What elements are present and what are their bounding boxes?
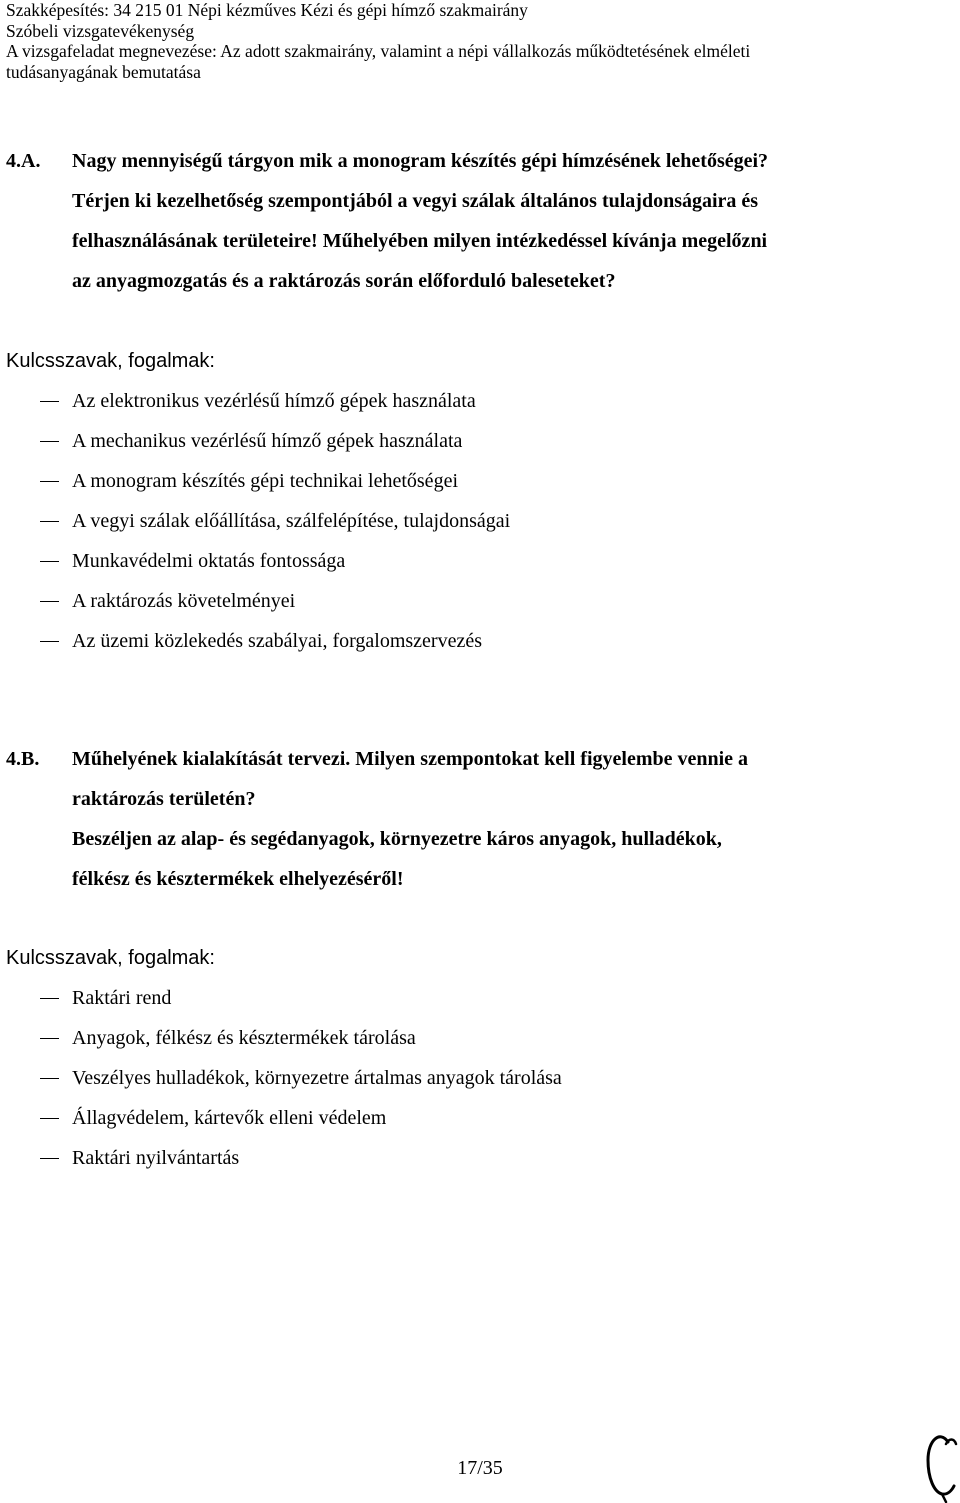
keyword-item [6,1058,562,1098]
keyword-text: Anyagok, félkész és késztermékek tárolása [72,1027,416,1049]
task-b [6,739,886,899]
dash-bullet-icon [40,601,59,602]
keyword-text: Állagvédelem, kártevők elleni védelem [72,1107,387,1129]
task-b-question-line: Beszéljen az alap- és segédanyagok, környezetre káros anyagok, hulladékok, [72,828,722,850]
keyword-item [6,381,510,421]
keyword-text: Munkavédelmi oktatás fontossága [72,550,346,572]
signature-mark [918,1420,960,1503]
keyword-item [6,1098,562,1138]
task-b-keyword-list [6,978,562,1178]
dash-bullet-icon [40,1118,59,1119]
task-b-question-line: félkész és késztermékek elhelyezéséről! [72,868,404,890]
keyword-text: A raktározás követelményei [72,590,296,612]
keyword-item [6,421,510,461]
task-a-question-line: Térjen ki kezelhetőség szempontjából a vegyi szálak általános tulajdonságaira és [72,190,759,212]
keyword-item [6,461,510,501]
dash-bullet-icon [40,1078,59,1079]
keyword-item [6,581,510,621]
keyword-item [6,1018,562,1058]
keyword-text: Az elektronikus vezérlésű hímző gépek használata [72,390,476,412]
dash-bullet-icon [40,998,59,999]
keyword-text: A vegyi szálak előállítása, szálfelépítése, tulajdonságai [72,510,511,532]
task-a-keyword-list [6,381,510,661]
header-line-activity: Szóbeli vizsgatevékenység [6,20,195,41]
keyword-item [6,501,510,541]
task-a-keywords-title: Kulcsszavak, fogalmak: [6,350,215,372]
header-line-qualification: Szakképesítés: 34 215 01 Népi kézműves Kézi és gépi hímző szakmairány [6,0,528,20]
keyword-item [6,978,562,1018]
task-a-number: 4.A. [6,150,41,172]
dash-bullet-icon [40,521,59,522]
keyword-text: Raktári rend [72,987,172,1009]
keyword-text: Az üzemi közlekedés szabályai, forgalomszervezés [72,630,482,652]
dash-bullet-icon [40,561,59,562]
keyword-text: Veszélyes hulladékok, környezetre ártalmas anyagok tárolása [72,1067,562,1089]
dash-bullet-icon [40,401,59,402]
task-b-question-line: raktározás területén? [72,788,256,810]
dash-bullet-icon [40,481,59,482]
keyword-text: A mechanikus vezérlésű hímző gépek használata [72,430,463,452]
task-a-question-line: az anyagmozgatás és a raktározás során előforduló baleseteket? [72,270,616,292]
dash-bullet-icon [40,441,59,442]
dash-bullet-icon [40,1158,59,1159]
task-a [6,141,886,301]
task-a-question-line: Nagy mennyiségű tárgyon mik a monogram készítés gépi hímzésének lehetőségei? [72,150,769,172]
keyword-text: Raktári nyilvántartás [72,1147,240,1169]
header-line-task-name-cont: tudásanyagának bemutatása [6,61,201,82]
task-b-question-line: Műhelyének kialakítását tervezi. Milyen szempontokat kell figyelembe vennie a [72,748,749,770]
page-number: 17/35 [457,1457,503,1479]
task-b-question [72,739,886,899]
task-b-number: 4.B. [6,748,40,770]
header-line-task-name: A vizsgafeladat megnevezése: Az adott szakmairány, valamint a népi vállalkozás működtetésének elméleti [6,41,751,61]
task-a-question [72,141,886,301]
keyword-text: A monogram készítés gépi technikai lehetőségei [72,470,458,492]
task-b-keywords-title: Kulcsszavak, fogalmak: [6,947,215,969]
document-header [6,0,946,82]
dash-bullet-icon [40,641,59,642]
keyword-item [6,621,510,661]
task-a-question-line: felhasználásának területeire! Műhelyében milyen intézkedéssel kívánja megelőzni [72,230,768,252]
keyword-item [6,541,510,581]
keyword-item [6,1138,562,1178]
dash-bullet-icon [40,1038,59,1039]
